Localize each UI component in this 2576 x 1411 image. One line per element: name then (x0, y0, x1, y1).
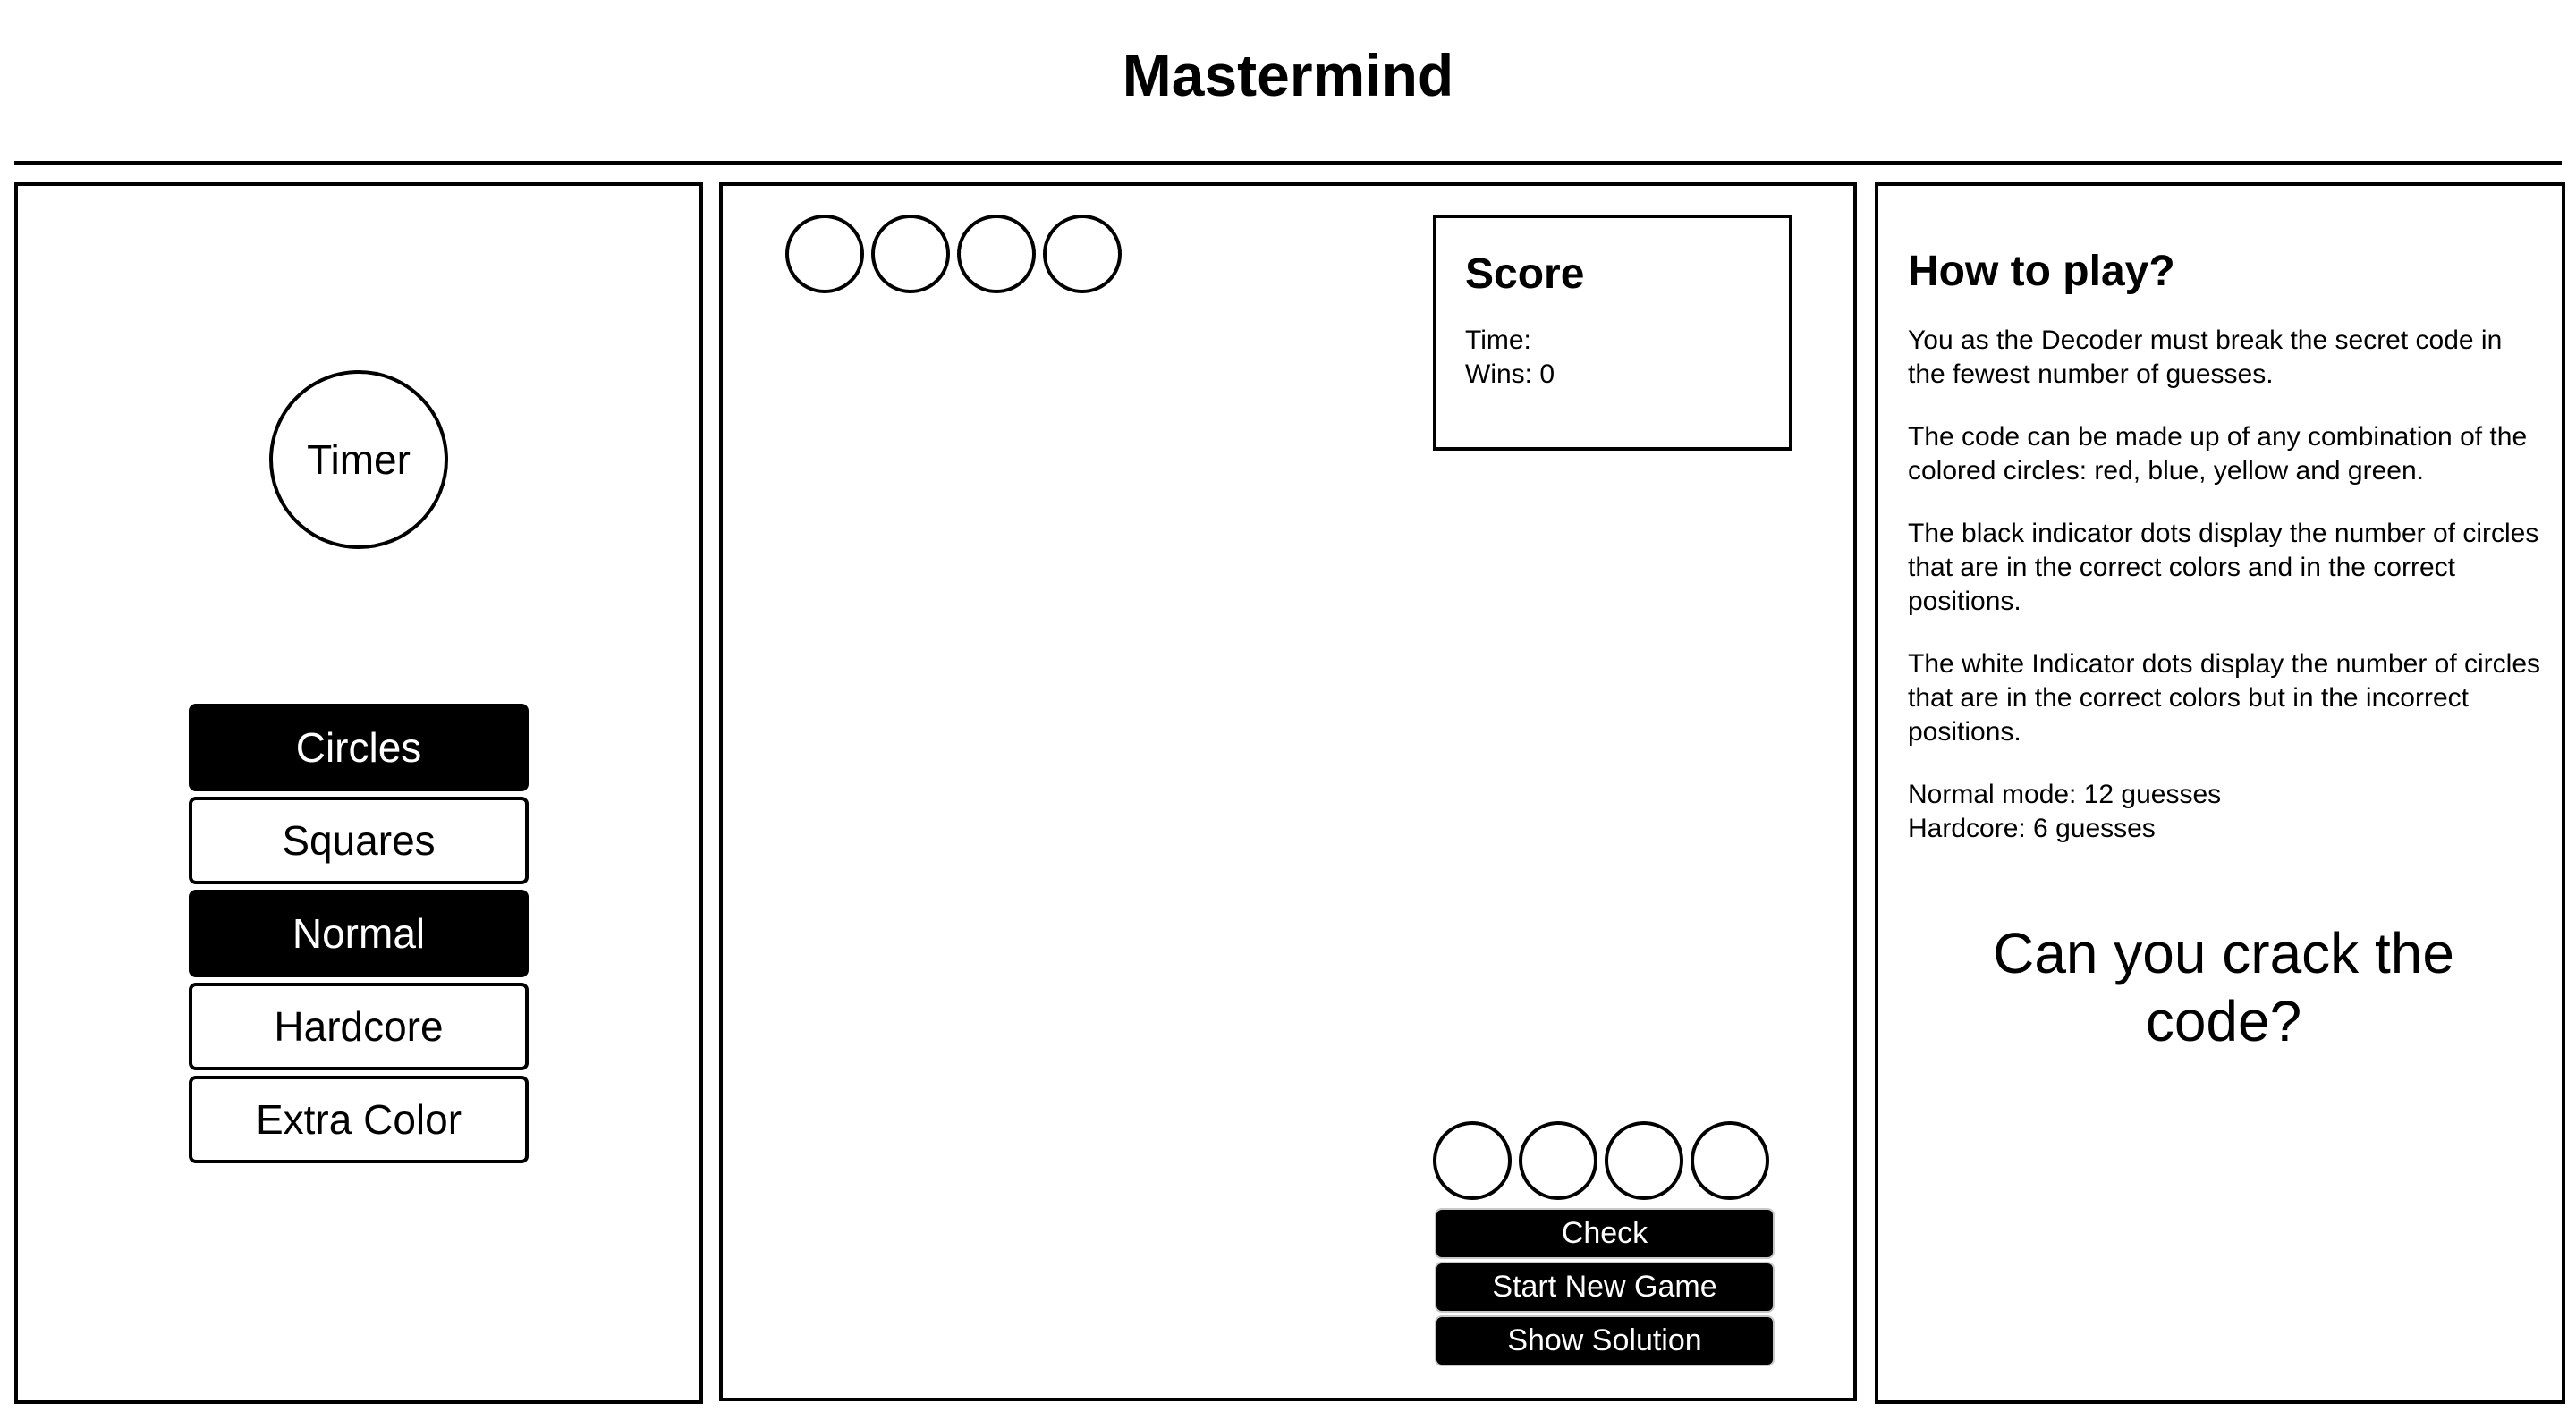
normal-mode-info: Normal mode: 12 guesses (1908, 780, 2222, 809)
normal-mode-button[interactable]: Normal (189, 890, 529, 977)
squares-button[interactable]: Squares (189, 797, 529, 884)
extra-color-button[interactable]: Extra Color (189, 1076, 529, 1163)
rules-panel (1875, 182, 2565, 1404)
page-title: Mastermind (1122, 42, 1454, 108)
guess-peg-slot[interactable] (1433, 1121, 1512, 1200)
rules-heading: How to play? (1908, 248, 2175, 295)
header-divider (14, 161, 2562, 165)
timer-display (269, 370, 448, 549)
rules-paragraph: The code can be made up of any combination of the colored circles: red, blue, yellow and green. (1908, 422, 2528, 486)
rules-paragraph: The black indicator dots display the number of circles that are in the correct colors and in the correct positions. (1908, 519, 2539, 616)
check-button[interactable]: Check (1435, 1208, 1775, 1259)
score-box (1433, 215, 1792, 451)
hardcore-mode-button[interactable]: Hardcore (189, 983, 529, 1070)
circles-button[interactable]: Circles (189, 704, 529, 791)
solution-peg (1043, 215, 1122, 293)
hardcore-mode-info: Hardcore: 6 guesses (1908, 814, 2156, 843)
solution-peg (785, 215, 864, 293)
timer-label: Timer (307, 436, 411, 483)
guess-peg-slot[interactable] (1605, 1121, 1683, 1200)
game-board (719, 182, 1857, 1401)
wins-count: Wins: 0 (1465, 359, 1555, 389)
tagline: Can you crack the code? (1993, 921, 2454, 1053)
start-new-game-button[interactable]: Start New Game (1435, 1262, 1775, 1313)
guess-peg-slot[interactable] (1519, 1121, 1597, 1200)
show-solution-button[interactable]: Show Solution (1435, 1315, 1775, 1366)
time-label: Time: (1465, 325, 1531, 355)
guess-peg-slot[interactable] (1690, 1121, 1769, 1200)
score-title: Score (1465, 250, 1585, 298)
solution-peg (957, 215, 1036, 293)
rules-content (1908, 245, 2543, 846)
settings-panel (14, 182, 703, 1404)
rules-paragraph: The white Indicator dots display the number of circles that are in the correct colors but in the incorrect positions. (1908, 649, 2541, 747)
solution-peg (871, 215, 950, 293)
rules-paragraph: You as the Decoder must break the secret code in the fewest number of guesses. (1908, 325, 2503, 389)
